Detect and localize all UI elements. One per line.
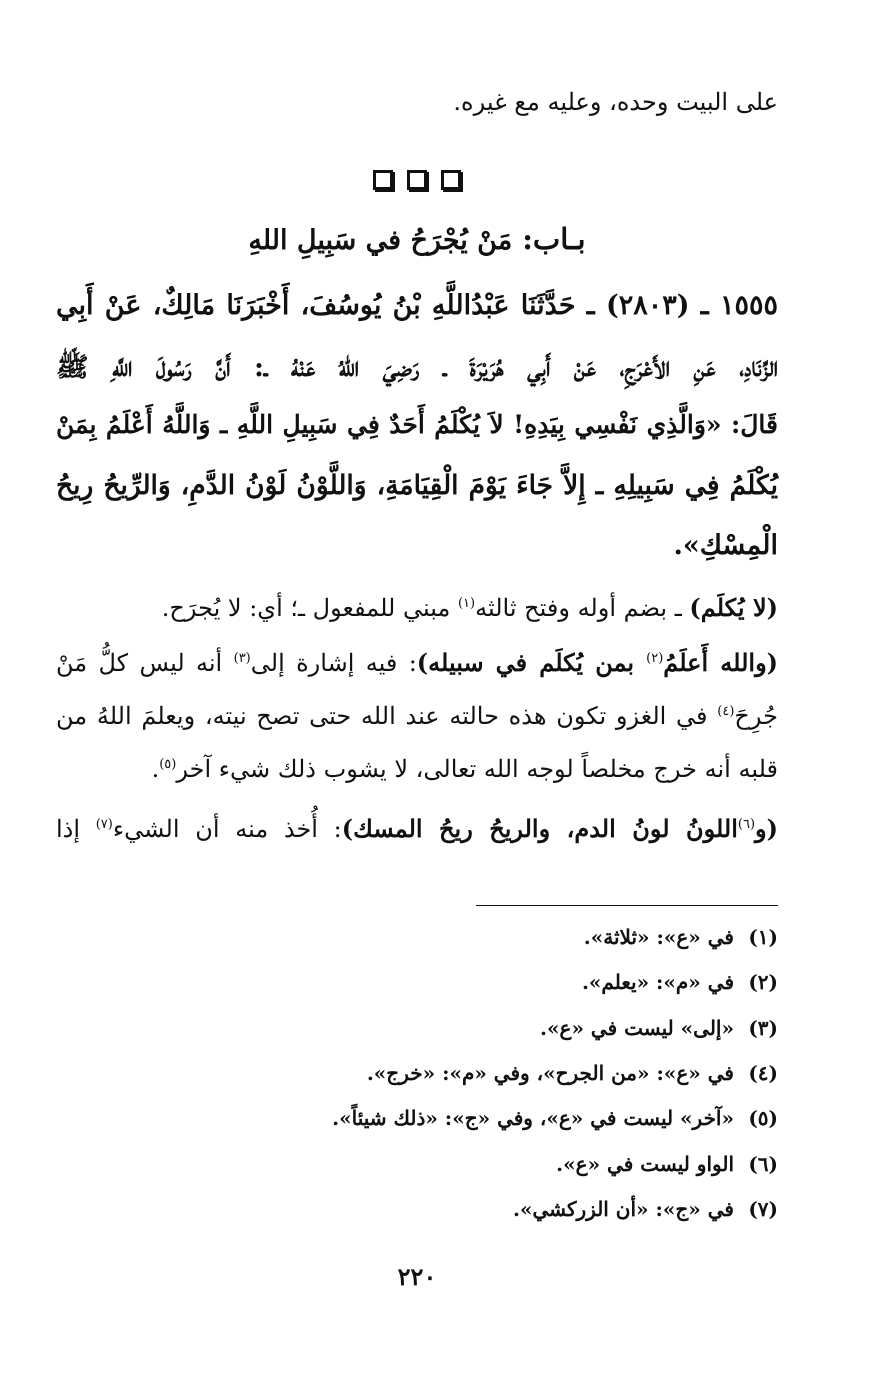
hadith-line-1: ١٥٥٥ ـ (٢٨٠٣) ـ حَدَّثَنَا عَبْدُاللَّهِ بْنُ يُوسُفَ، أَخْبَرَنَا مَالِكٌ، عَنْ أَبِي <box>56 290 778 321</box>
footnote-text: في «ع»: «من الجرح»، وفي «م»: «خرج». <box>366 1061 734 1085</box>
commentary-text: : فيه إشارة إلى <box>250 649 417 677</box>
hadith-line-3: قَالَ: «وَالَّذِي نَفْسِي بِيَدِهِ! لاَ يُكْلَمُ أَحَدٌ فِي سَبِيلِ اللَّهِ ـ وَاللَّهُ أَعْلَمُ بِمَنْ <box>56 410 778 439</box>
hadith-line-5: الْمِسْكِ». <box>673 530 778 561</box>
commentary-paragraph-1 <box>162 593 778 622</box>
commentary-paragraph-2-line-2 <box>56 702 778 730</box>
footnote-text: في «م»: «يعلم». <box>581 970 734 994</box>
book-page <box>56 0 778 1378</box>
commentary-text: مبني للمفعول ـ؛ أي: لا يُجرَح. <box>161 594 458 622</box>
footnote-number: (٣) <box>748 1016 778 1040</box>
commentary-text: : أُخذ منه أن الشيء <box>112 815 342 843</box>
ornament-square-icon <box>373 170 393 190</box>
commentary-paragraph-2-line-3 <box>152 755 778 783</box>
chapter-heading <box>56 222 778 256</box>
footnote-number: (٢) <box>748 970 778 994</box>
quoted-term: اللونُ لونُ الدم، والريحُ ريحُ المسك) <box>341 814 738 843</box>
commentary-text: أنه ليس كلُّ مَنْ <box>56 649 234 677</box>
footnote-item <box>582 970 778 994</box>
hadith-line-4: يُكْلَمُ فِي سَبِيلِهِ ـ إِلاَّ جَاءَ يَوْمَ الْقِيَامَةِ، وَاللَّوْنُ لَوْنُ الدَّمِ، وَالرِّيحُ رِيحُ <box>56 470 778 501</box>
chapter-keyword: بـاب: <box>522 222 586 256</box>
footnote-text: في «ع»: «ثلاثة». <box>583 925 734 949</box>
footnote-number: (١) <box>748 925 778 949</box>
footnote-item <box>584 925 778 949</box>
quoted-term: (و <box>755 814 778 843</box>
commentary-text: جُرِحَ <box>734 702 778 730</box>
footnote-number: (٥) <box>748 1106 778 1130</box>
footnote-item <box>513 1197 778 1221</box>
footnote-separator <box>476 905 778 906</box>
quoted-term: بمن يُكلَم في سبيله) <box>416 648 647 677</box>
footnote-ref: (٣) <box>233 651 251 666</box>
chapter-title: مَنْ يُجْرَحُ في سَبِيلِ اللهِ <box>248 225 513 256</box>
footnote-ref: (١) <box>457 596 476 611</box>
commentary-text: . <box>151 755 160 783</box>
continuation-line: على البيت وحده، وعليه مع غيره. <box>453 88 778 116</box>
quoted-term: (لا يُكلَم) <box>689 593 778 622</box>
commentary-text: في الغزو تكون هذه حالته عند الله حتى تصح نيته، ويعلمَ اللهُ من <box>56 702 718 730</box>
commentary-text: إذا <box>56 815 96 843</box>
footnote-text: «إلى» ليست في «ع». <box>540 1016 734 1040</box>
footnote-ref: (٤) <box>717 704 735 719</box>
footnote-number: (٦) <box>748 1152 778 1176</box>
commentary-paragraph-3 <box>56 814 778 843</box>
footnote-item <box>540 1016 778 1040</box>
hadith-line-2: الزِّنَادِ، عَنِ الأَعْرَجِ، عَنْ أَبِي هُرَيْرَةَ ـ رَضِيَ اللهُ عَنْهُ ـ: أَنَّ رَسُولَ اللَّهِ ﷺ <box>56 352 778 383</box>
footnote-number: (٧) <box>748 1197 778 1221</box>
footnote-ref: (٢) <box>646 651 664 666</box>
section-divider-ornament <box>56 170 778 190</box>
footnote-text: «آخر» ليست في «ع»، وفي «ج»: «ذلك شيئاً». <box>332 1106 734 1130</box>
footnote-item <box>556 1152 778 1176</box>
commentary-text: ـ بضم أوله وفتح ثالثه <box>475 594 690 622</box>
ornament-square-icon <box>441 170 461 190</box>
commentary-paragraph-2-line-1 <box>56 648 778 677</box>
page-number: ٢٢٠ <box>397 1262 437 1291</box>
footnote-text: الواو ليست في «ع». <box>556 1152 734 1176</box>
footnote-ref: (٧) <box>95 817 113 832</box>
footnote-item <box>332 1106 778 1130</box>
footnote-number: (٤) <box>748 1061 778 1085</box>
footnote-text: في «ج»: «أن الزركشي». <box>513 1197 734 1221</box>
footnote-item <box>367 1061 778 1085</box>
commentary-text: قلبه أنه خرج مخلصاً لوجه الله تعالى، لا يشوب ذلك شيء آخر <box>176 755 778 783</box>
footnote-ref: (٥) <box>159 757 177 772</box>
ornament-square-icon <box>407 170 427 190</box>
footnote-ref: (٦) <box>737 817 756 832</box>
quoted-term: (والله أَعلَمُ <box>663 648 779 677</box>
